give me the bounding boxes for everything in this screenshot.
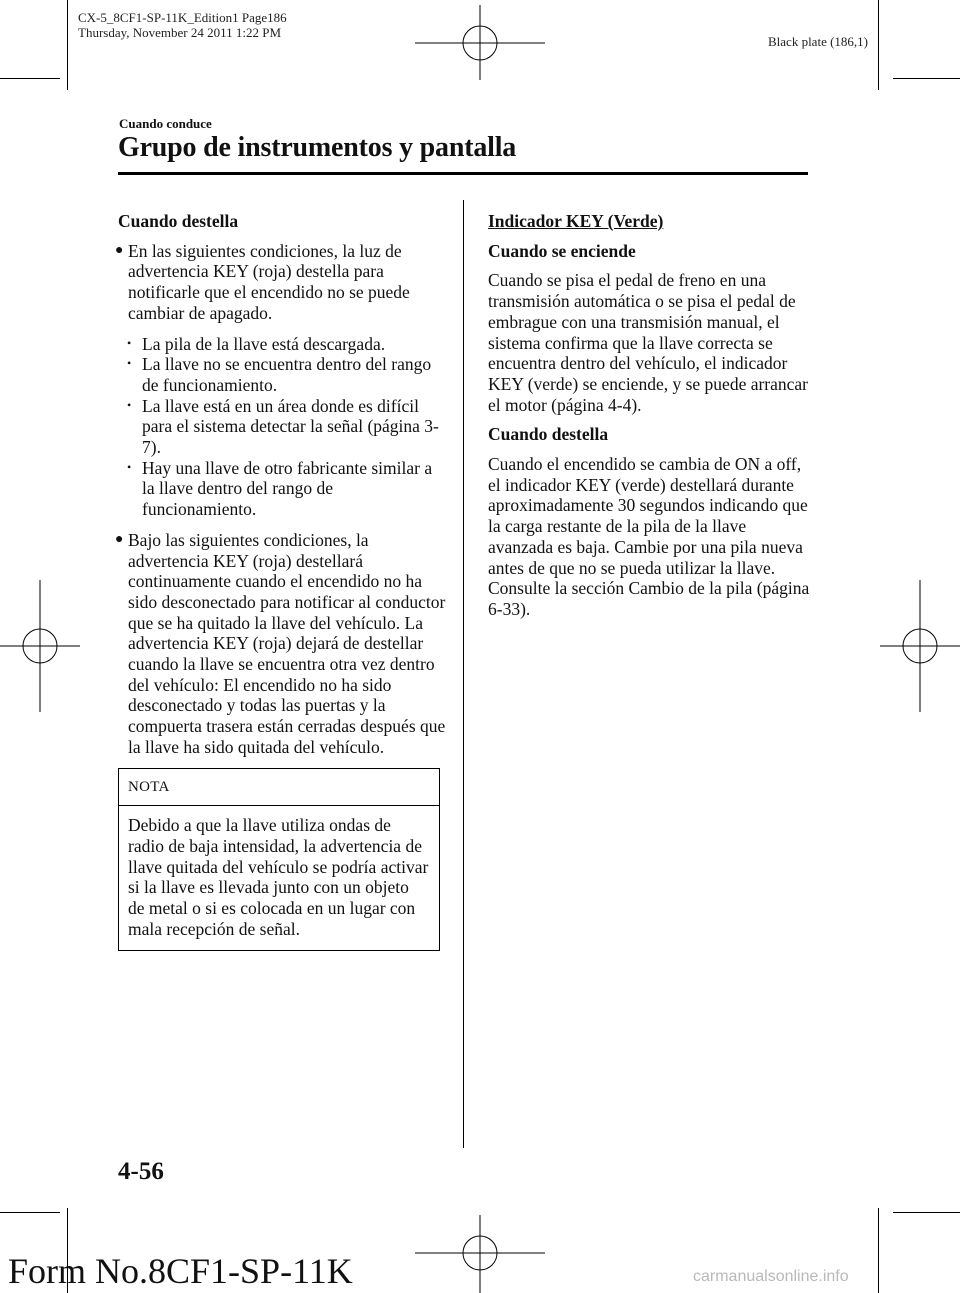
note-title: NOTA bbox=[119, 769, 439, 807]
bullet-icon: ● bbox=[115, 242, 124, 258]
sub-bullet-icon: • bbox=[127, 335, 132, 350]
crop-mark bbox=[893, 1212, 960, 1213]
registration-mark-top bbox=[415, 5, 545, 80]
sub-bullet-item bbox=[118, 334, 448, 355]
note-box bbox=[118, 768, 440, 951]
sub-bullet-item bbox=[118, 396, 448, 458]
sub-bullet-text: La pila de la llave está descargada. bbox=[142, 333, 386, 354]
paragraph-reference: Consulte la sección Cambio de la pila (página 6-33). bbox=[488, 578, 810, 619]
watermark: carmanualsonline.info bbox=[693, 1268, 849, 1285]
sub-bullet-text: La llave no se encuentra dentro del rango de funcionamiento. bbox=[142, 354, 432, 395]
sub-bullet-item bbox=[118, 354, 448, 395]
sub-bullet-item bbox=[118, 458, 448, 520]
bullet-text: Bajo las siguientes condiciones, la advertencia KEY (roja) destellará continuamente cuando el encendido no ha sido desconectado para notificar al conductor que se ha quitado la llave del vehículo. La advertencia KEY (roja) dejará de destellar cuando la llave se encuentra otra vez dentro del vehículo: El encendido no ha sido desconectado y todas las puertas y la compuerta trasera están cerradas después que la llave ha sido quitada del vehículo. bbox=[128, 529, 446, 757]
column-divider bbox=[463, 200, 464, 1148]
crop-mark bbox=[0, 1212, 60, 1213]
bullet-text: En las siguientes condiciones, la luz de advertencia KEY (roja) destella para notificarle que el encendido no se puede cambiar de apagado. bbox=[128, 240, 410, 323]
section-label: Cuando conduce bbox=[119, 116, 212, 131]
crop-mark bbox=[0, 78, 60, 79]
left-column bbox=[115, 211, 448, 951]
registration-mark-left bbox=[0, 580, 80, 712]
subheading-flashes: Cuando destella bbox=[488, 424, 609, 445]
page-title: Grupo de instrumentos y pantalla bbox=[118, 132, 517, 163]
indicator-heading: Indicador KEY (Verde) bbox=[488, 211, 664, 231]
title-rule bbox=[118, 172, 808, 175]
subheading-lights-up: Cuando se enciende bbox=[488, 240, 636, 261]
print-header-line1: CX-5_8CF1-SP-11K_Edition1 Page186 bbox=[78, 10, 287, 25]
registration-mark-bottom bbox=[415, 1215, 545, 1293]
sub-bullet-icon: • bbox=[127, 356, 132, 371]
paragraph: Cuando el encendido se cambia de ON a off, el indicador KEY (verde) destellará durante aproximadamente 30 segundos indicando que la carga restante de la pila de la llave avanzada es baja. Cambie por una pila nueva antes de que no se pueda utilizar la llave. bbox=[488, 454, 808, 578]
crop-mark bbox=[67, 0, 68, 90]
crop-mark bbox=[878, 1208, 879, 1293]
bullet-item bbox=[115, 529, 448, 758]
print-header-line2: Thursday, November 24 2011 1:22 PM bbox=[78, 25, 282, 40]
crop-mark bbox=[878, 0, 879, 90]
sub-bullet-list bbox=[118, 334, 448, 520]
form-number: Form No.8CF1-SP-11K bbox=[8, 1251, 353, 1291]
sub-bullet-text: Hay una llave de otro fabricante similar a la llave dentro del rango de funcionamiento. bbox=[142, 457, 433, 520]
paragraph: Cuando se pisa el pedal de freno en una transmisión automática o se pisa el pedal de embrague con una transmisión manual, el sistema confirma que la llave correcta se encuentra dentro del vehículo, el indicador KEY (verde) se enciende, y se puede arrancar el motor (página 4-4). bbox=[488, 270, 809, 415]
bullet-icon: ● bbox=[115, 531, 124, 547]
note-body: Debido a que la llave utiliza ondas de radio de baja intensidad, la advertencia de llave quitada del vehículo se podría activar si la llave es llevada junto con un objeto de metal o si es colocada en un lugar con mala recepción de señal. bbox=[128, 815, 429, 939]
plate-label: Black plate (186,1) bbox=[768, 34, 868, 49]
bullet-item bbox=[115, 240, 448, 324]
section-heading: Cuando destella bbox=[118, 211, 239, 231]
right-column bbox=[488, 211, 810, 629]
sub-bullet-icon: • bbox=[127, 397, 132, 412]
crop-mark bbox=[893, 78, 960, 79]
page-number: 4-56 bbox=[118, 1158, 164, 1185]
sub-bullet-text: La llave está en un área donde es difícil para el sistema detectar la señal (página 3-7). bbox=[142, 395, 439, 458]
registration-mark-right bbox=[880, 580, 960, 712]
sub-bullet-icon: • bbox=[127, 459, 132, 474]
